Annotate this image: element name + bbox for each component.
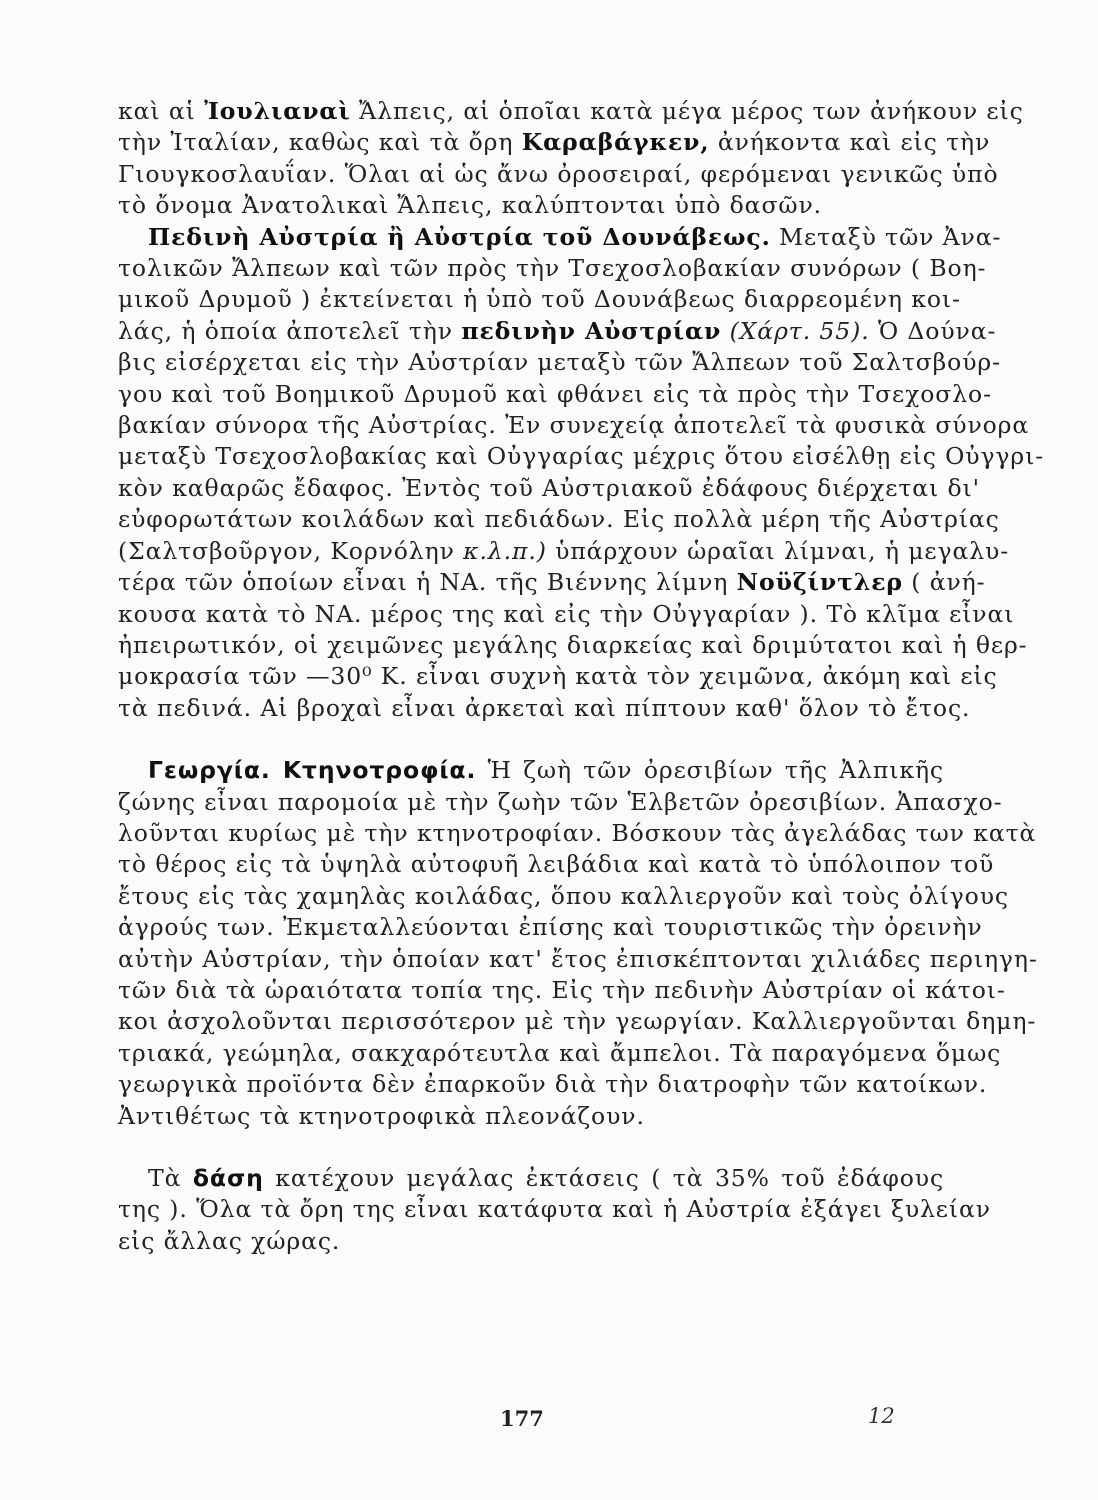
text-line: γεωργικὰ προϊόντα δὲν ἐπαρκοῦν διὰ τὴν διατροφὴν τῶν κατοίκων. — [118, 1070, 988, 1099]
text-line: ζώνης εἶναι παρομοία μὲ τὴν ζωὴν τῶν Ἑλβετῶν ὀρεσιβίων. Ἀπασχο- — [118, 787, 1003, 816]
text-line: ἔτους εἰς τὰς χαμηλὰς κοιλάδας, ὅπου καλλιεργοῦν καὶ τοὺς ὀλίγους — [118, 881, 1009, 910]
text-line: κουσα κατὰ τὸ ΝΑ. μέρος της καὶ εἰς τὴν Οὐγγαρίαν ). Τὸ κλῖμα εἶναι — [118, 599, 1015, 628]
term-neusiedler: Νοϋζίντλερ — [736, 568, 903, 597]
body-text — [118, 96, 1045, 1257]
text-line: Τὰ δάση κατέχουν μεγάλας ἐκτάσεις ( τὰ 35% τοῦ ἐδάφους — [148, 1164, 945, 1192]
section-heading-agriculture: Γεωργία. Κτηνοτροφία. — [148, 756, 477, 785]
map-reference: (Χάρτ. 55). — [721, 316, 870, 345]
text-line: Ἀντιθέτως τὰ κτηνοτροφικὰ πλεονάζουν. — [118, 1101, 645, 1130]
text-line: τὰ πεδινά. Αἱ βροχαὶ εἶναι ἀρκεταὶ καὶ πίπτουν καθ' ὅλον τὸ ἔτος. — [118, 693, 971, 722]
text-line: Γιουγκοσλαυΐαν. Ὅλαι αἱ ὡς ἄνω ὀροσειραί, φερόμεναι γενικῶς ὑπὸ — [118, 159, 999, 188]
text-line: τὸ θέρος εἰς τὰ ὑψηλὰ αὐτοφυῆ λειβάδια καὶ κατὰ τὸ ὑπόλοιπον τοῦ — [118, 850, 995, 879]
text-line: (Σαλτσβοῦργον, Κορνόλην κ.λ.π.) ὑπάρχουν ὡραῖαι λίμναι, ἡ μεγαλυ- — [118, 536, 1010, 565]
text-line: μεταξὺ Τσεχοσλοβακίας καὶ Οὐγγαρίας μέχρις ὅτου εἰσέλθῃ εἰς Οὐγγρι- — [118, 442, 1045, 471]
text-line: τέρα τῶν ὁποίων εἶναι ἡ ΝΑ. τῆς Βιέννης λίμνη Νοϋζίντλερ ( ἀνή- — [118, 568, 986, 597]
text-line: εὐφορωτάτων κοιλάδων καὶ πεδιάδων. Εἰς πολλὰ μέρη τῆς Αὐστρίας — [118, 505, 1000, 534]
term-lowland-austria: πεδινὴν Αὐστρίαν — [461, 316, 722, 345]
text-line: ἠπειρωτικόν, οἱ χειμῶνες μεγάλης διαρκείας καὶ δριμύτατοι καὶ ἡ θερ- — [118, 630, 1028, 659]
text-line: ἀγρούς των. Ἐκμεταλλεύονται ἐπίσης καὶ τουριστικῶς τὴν ὀρεινὴν — [118, 913, 983, 942]
page-number: 177 — [500, 1406, 544, 1431]
text-line: κὸν καθαρῶς ἔδαφος. Ἐντὸς τοῦ Αὐστριακοῦ ἐδάφους διέρχεται δι' — [118, 473, 981, 502]
text-line: λάς, ἡ ὁποία ἀποτελεῖ τὴν πεδινὴν Αὐστρίαν (Χάρτ. 55). Ὁ Δούνα- — [118, 316, 997, 345]
text-line: εἰς ἄλλας χώρας. — [118, 1226, 341, 1255]
text-line: τὸ ὄνομα Ἀνατολικαὶ Ἄλπεις, καλύπτονται ὑπὸ δασῶν. — [118, 191, 823, 220]
text-line: τῶν διὰ τὰ ὡραιότατα τοπία της. Εἰς τὴν πεδινὴν Αὐστρίαν οἱ κάτοι- — [118, 975, 1006, 1004]
text-line: τριακά, γεώμηλα, σακχαρότευτλα καὶ ἄμπελοι. Τὰ παραγόμενα ὅμως — [118, 1038, 1002, 1067]
term-karawanken: Καραβάγκεν, — [521, 128, 710, 157]
text-line: μικοῦ Δρυμοῦ ) ἐκτείνεται ἡ ὑπὸ τοῦ Δουνάβεως διαρρεομένη κοι- — [118, 285, 961, 314]
text-line: κοι ἀσχολοῦνται περισσότερον μὲ τὴν γεωργίαν. Καλλιεργοῦνται δημη- — [118, 1007, 1037, 1036]
text-line: γου καὶ τοῦ Βοημικοῦ Δρυμοῦ καὶ φθάνει εἰς τὰ πρὸς τὴν Τσεχοσλο- — [118, 379, 992, 408]
term-forests: δάση — [192, 1164, 264, 1192]
text-line: βις εἰσέρχεται εἰς τὴν Αὐστρίαν μεταξὺ τῶν Ἄλπεων τοῦ Σαλτσβούρ- — [118, 348, 1001, 377]
term-julian-alps: Ἰουλιαναὶ — [204, 97, 351, 125]
text-line: Πεδινὴ Αὐστρία ἢ Αὐστρία τοῦ Δουνάβεως. Μεταξὺ τῶν Ἀνα- — [148, 222, 1002, 251]
text-line: της ). Ὅλα τὰ ὄρη της εἶναι κατάφυτα καὶ ἡ Αὐστρία ἐξάγει ξυλείαν — [118, 1195, 991, 1224]
text-line: αὐτὴν Αὐστρίαν, τὴν ὁποίαν κατ' ἔτος ἐπισκέπτονται χιλιάδες περιηγη- — [118, 944, 1038, 973]
text-line: βακίαν σύνορα τῆς Αὐστρίας. Ἐν συνεχείᾳ ἀποτελεῖ τὰ φυσικὰ σύνορα — [118, 411, 1030, 440]
section-heading-lower-austria: Πεδινὴ Αὐστρία ἢ Αὐστρία τοῦ Δουνάβεως. — [148, 222, 771, 251]
text-line: τολικῶν Ἄλπεων καὶ τῶν πρὸς τὴν Τσεχοσλοβακίαν συνόρων ( Βοη- — [118, 254, 987, 283]
text-line: καὶ αἱ Ἰουλιαναὶ Ἄλπεις, αἱ ὁποῖαι κατὰ μέγα μέρος των ἀνήκουν εἰς — [118, 97, 1024, 125]
text-line: μοκρασία τῶν —30⁰ Κ. εἶναι συχνὴ κατὰ τὸν χειμῶνα, ἀκόμη καὶ εἰς — [118, 662, 998, 691]
signature-mark: 12 — [868, 1404, 895, 1428]
text-line: Γεωργία. Κτηνοτροφία. Ἡ ζωὴ τῶν ὀρεσιβίων τῆς Ἀλπικῆς — [148, 756, 944, 785]
text-line: τὴν Ἰταλίαν, καθὼς καὶ τὰ ὄρη Καραβάγκεν, ἀνήκοντα καὶ εἰς τὴν — [118, 128, 991, 157]
text-line: λοῦνται κυρίως μὲ τὴν κτηνοτροφίαν. Βόσκουν τὰς ἀγελάδας των κατὰ — [118, 818, 1037, 847]
